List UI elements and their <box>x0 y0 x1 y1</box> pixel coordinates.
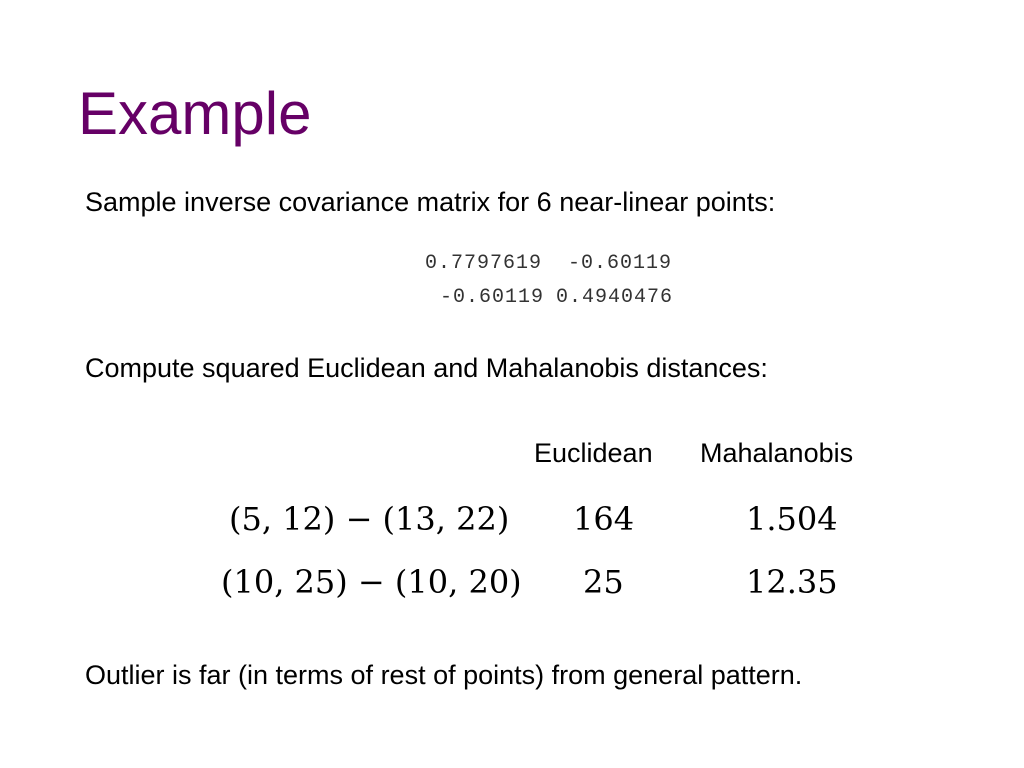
point-pair: (10, 25) − (10, 20) <box>221 563 522 601</box>
mahalanobis-value: 12.35 <box>746 563 838 601</box>
euclidean-value: 25 <box>583 563 624 601</box>
euclidean-header: Euclidean <box>534 438 653 468</box>
point-pair: (5, 12) − (13, 22) <box>229 500 510 538</box>
intro-text: Sample inverse covariance matrix for 6 near-linear points: <box>85 187 776 217</box>
euclidean-value: 164 <box>573 500 635 538</box>
matrix-cell: -0.60119 <box>440 286 545 309</box>
matrix-row <box>440 288 673 308</box>
matrix-cell: 0.7797619 <box>425 252 543 275</box>
compute-text: Compute squared Euclidean and Mahalanobis distances: <box>85 353 768 383</box>
mahalanobis-value: 1.504 <box>746 500 838 538</box>
mahalanobis-header: Mahalanobis <box>700 438 854 468</box>
conclusion-text: Outlier is far (in terms of rest of points) from general pattern. <box>85 660 803 690</box>
matrix-row <box>425 254 672 274</box>
matrix-cell: 0.4940476 <box>556 286 674 309</box>
slide-title: Example <box>78 80 312 147</box>
matrix-cell: -0.60119 <box>568 252 673 275</box>
